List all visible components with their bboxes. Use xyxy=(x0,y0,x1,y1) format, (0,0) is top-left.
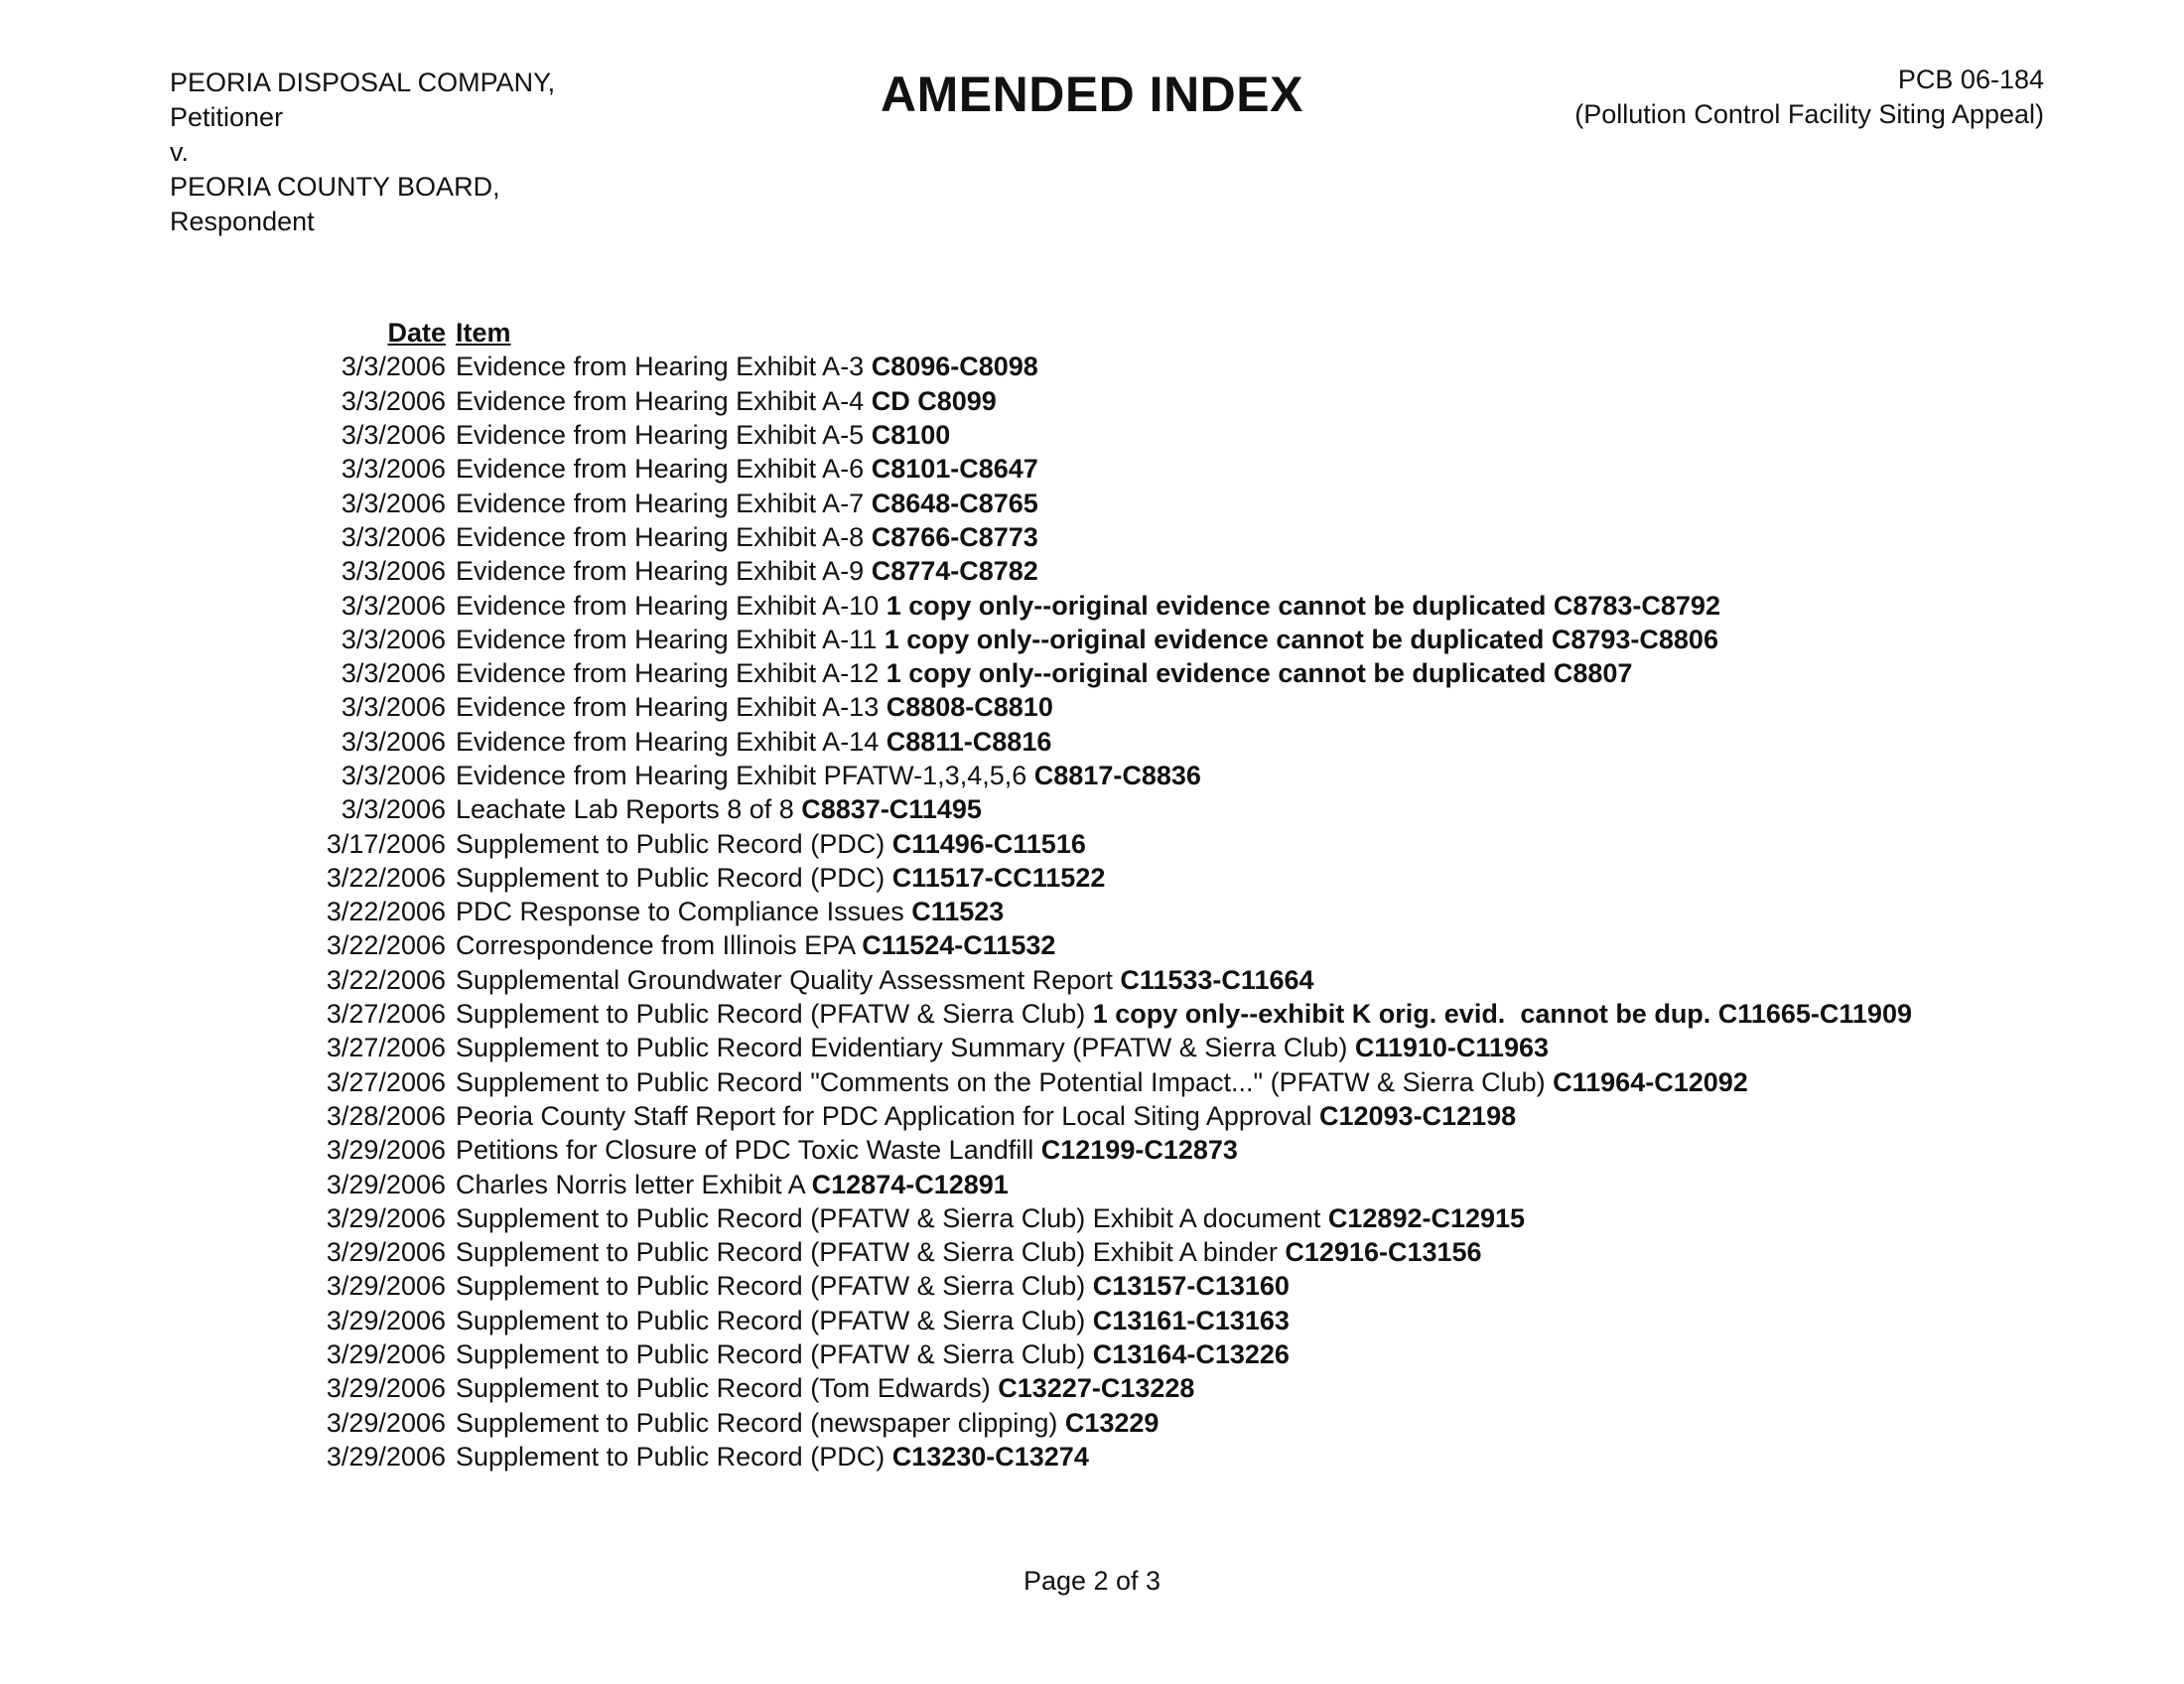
row-record-reference: C8101-C8647 xyxy=(871,454,1038,485)
table-row xyxy=(298,1133,1912,1167)
row-item xyxy=(456,826,1912,860)
table-row xyxy=(298,792,1912,826)
row-record-reference: C12874-C12891 xyxy=(811,1169,1009,1199)
row-item-description: Charles Norris letter Exhibit A xyxy=(456,1169,812,1199)
table-row xyxy=(298,690,1912,724)
row-item xyxy=(456,623,1912,656)
row-item-description: Evidence from Hearing Exhibit A-11 xyxy=(456,624,885,654)
table-row xyxy=(298,520,1912,554)
row-date: 3/3/2006 xyxy=(341,556,446,587)
row-item-description: Supplement to Public Record (PDC) xyxy=(456,828,892,859)
row-item xyxy=(456,1406,1912,1440)
row-item-description: Evidence from Hearing Exhibit A-3 xyxy=(456,351,872,382)
row-item xyxy=(456,1167,1912,1200)
row-item xyxy=(456,1440,1912,1474)
table-row xyxy=(298,1371,1912,1405)
row-date: 3/3/2006 xyxy=(341,454,446,485)
row-date: 3/27/2006 xyxy=(326,999,446,1030)
row-item-description: Supplement to Public Record (newspaper clipping) xyxy=(456,1407,1065,1438)
row-item-description: Supplemental Groundwater Quality Assessment Report xyxy=(456,964,1121,995)
index-table xyxy=(298,316,1912,1474)
table-row xyxy=(298,725,1912,759)
row-record-reference: C8817-C8836 xyxy=(1033,761,1201,790)
item-column-header: Item xyxy=(456,318,511,349)
row-date: 3/17/2006 xyxy=(326,828,446,859)
row-item-description: Evidence from Hearing Exhibit PFATW-1,3,4,5,6 xyxy=(456,761,1034,790)
row-date: 3/29/2006 xyxy=(326,1169,446,1199)
row-record-reference: C11496-C11516 xyxy=(891,828,1086,859)
row-item xyxy=(456,1269,1912,1303)
row-record-reference: CD C8099 xyxy=(871,385,997,416)
row-item-description: Supplement to Public Record (PFATW & Sierra Club) xyxy=(456,1339,1093,1370)
row-record-reference: C11910-C11963 xyxy=(1354,1033,1549,1063)
row-item-description: Supplement to Public Record (Tom Edwards) xyxy=(456,1373,999,1404)
row-item xyxy=(456,690,1912,724)
table-row xyxy=(298,384,1912,418)
row-record-reference: C12892-C12915 xyxy=(1327,1202,1526,1233)
row-item xyxy=(456,1235,1912,1269)
row-record-reference: C13161-C13163 xyxy=(1092,1305,1290,1335)
table-row xyxy=(298,1031,1912,1064)
row-item-description: Evidence from Hearing Exhibit A-7 xyxy=(456,488,872,518)
row-date: 3/3/2006 xyxy=(341,624,446,654)
row-date: 3/3/2006 xyxy=(341,521,446,552)
row-item-description: Evidence from Hearing Exhibit A-6 xyxy=(456,454,872,485)
row-record-reference: 1 copy only--exhibit K orig. evid. cannot be dup. C11665-C11909 xyxy=(1092,999,1912,1030)
row-item xyxy=(456,759,1912,792)
row-item xyxy=(456,1099,1912,1133)
table-row xyxy=(298,1235,1912,1269)
row-record-reference: C8837-C11495 xyxy=(801,794,982,825)
row-item-description: Evidence from Hearing Exhibit A-4 xyxy=(456,385,872,416)
row-date: 3/22/2006 xyxy=(326,897,446,927)
table-row xyxy=(298,861,1912,895)
petitioner-name: PEORIA DISPOSAL COMPANY, xyxy=(170,68,556,97)
row-item-description: PDC Response to Compliance Issues xyxy=(456,897,912,927)
row-item-description: Supplement to Public Record (PFATW & Sierra Club) xyxy=(456,999,1093,1030)
row-item-description: Supplement to Public Record (PDC) xyxy=(456,1441,892,1472)
row-date: 3/29/2006 xyxy=(326,1407,446,1438)
row-item xyxy=(456,350,1912,383)
row-item-description: Supplement to Public Record (PFATW & Sierra Club) xyxy=(456,1271,1093,1302)
row-item-description: Evidence from Hearing Exhibit A-13 xyxy=(456,692,887,723)
table-row xyxy=(298,963,1912,997)
row-item-description: Petitions for Closure of PDC Toxic Waste Landfill xyxy=(456,1135,1041,1166)
row-record-reference: C11524-C11532 xyxy=(862,930,1056,961)
row-record-reference: 1 copy only--original evidence cannot be duplicated C8793-C8806 xyxy=(884,624,1718,654)
row-date: 3/22/2006 xyxy=(326,862,446,893)
row-item-description: Supplement to Public Record (PFATW & Sierra Club) Exhibit A binder xyxy=(456,1237,1286,1268)
row-item-description: Supplement to Public Record Evidentiary Summary (PFATW & Sierra Club) xyxy=(456,1033,1355,1063)
row-date: 3/22/2006 xyxy=(326,930,446,961)
row-item-description: Evidence from Hearing Exhibit A-10 xyxy=(456,590,887,621)
row-record-reference: C13164-C13226 xyxy=(1092,1339,1290,1370)
row-item xyxy=(456,588,1912,622)
index-table-header xyxy=(298,316,1912,350)
table-row xyxy=(298,1201,1912,1235)
row-item xyxy=(456,997,1912,1031)
table-row xyxy=(298,1167,1912,1200)
row-date: 3/29/2006 xyxy=(326,1271,446,1302)
petitioner-role: Petitioner xyxy=(170,102,284,132)
table-row xyxy=(298,418,1912,452)
table-row xyxy=(298,656,1912,690)
table-row xyxy=(298,1065,1912,1099)
row-item xyxy=(456,928,1912,962)
row-date: 3/3/2006 xyxy=(341,420,446,451)
table-row xyxy=(298,1337,1912,1371)
row-item xyxy=(456,861,1912,895)
row-item xyxy=(456,554,1912,588)
table-row xyxy=(298,486,1912,519)
row-item-description: Leachate Lab Reports 8 of 8 xyxy=(456,794,802,825)
row-item xyxy=(456,1201,1912,1235)
table-row xyxy=(298,1406,1912,1440)
row-record-reference: C12093-C12198 xyxy=(1318,1100,1517,1131)
row-record-reference: 1 copy only--original evidence cannot be duplicated C8783-C8792 xyxy=(886,590,1720,621)
row-record-reference: C13229 xyxy=(1064,1407,1160,1438)
row-record-reference: C8766-C8773 xyxy=(871,521,1038,552)
row-item-description: Correspondence from Illinois EPA xyxy=(456,930,863,961)
row-date: 3/29/2006 xyxy=(326,1202,446,1233)
row-item xyxy=(456,418,1912,452)
row-date: 3/3/2006 xyxy=(341,794,446,825)
row-date: 3/3/2006 xyxy=(341,692,446,723)
row-item-description: Evidence from Hearing Exhibit A-8 xyxy=(456,521,872,552)
row-item xyxy=(456,895,1912,928)
row-item-description: Supplement to Public Record (PFATW & Sierra Club) Exhibit A document xyxy=(456,1202,1328,1233)
row-item-description: Peoria County Staff Report for PDC Application for Local Siting Approval xyxy=(456,1100,1319,1131)
row-item xyxy=(456,1371,1912,1405)
table-row xyxy=(298,554,1912,588)
page-number: Page 2 of 3 xyxy=(1023,1566,1161,1596)
row-item xyxy=(456,1304,1912,1337)
row-date: 3/3/2006 xyxy=(341,488,446,518)
row-record-reference: C12199-C12873 xyxy=(1040,1135,1238,1166)
row-record-reference: C8774-C8782 xyxy=(871,556,1038,587)
row-item xyxy=(456,792,1912,826)
respondent-name: PEORIA COUNTY BOARD, xyxy=(170,172,500,202)
row-date: 3/29/2006 xyxy=(326,1305,446,1335)
row-date: 3/27/2006 xyxy=(326,1066,446,1097)
row-date: 3/28/2006 xyxy=(326,1100,446,1131)
row-record-reference: C11964-C12092 xyxy=(1553,1066,1748,1097)
respondent-role: Respondent xyxy=(170,207,315,236)
row-item xyxy=(456,486,1912,519)
row-item-description: Evidence from Hearing Exhibit A-5 xyxy=(456,420,872,451)
row-date: 3/29/2006 xyxy=(326,1441,446,1472)
row-item-description: Evidence from Hearing Exhibit A-14 xyxy=(456,726,887,757)
table-row xyxy=(298,1440,1912,1474)
table-row xyxy=(298,350,1912,383)
row-record-reference: C11533-C11664 xyxy=(1120,964,1314,995)
versus-label: v. xyxy=(170,137,189,167)
table-row xyxy=(298,623,1912,656)
table-row xyxy=(298,759,1912,792)
row-item-description: Evidence from Hearing Exhibit A-9 xyxy=(456,556,872,587)
row-record-reference: C8808-C8810 xyxy=(886,692,1053,723)
row-item xyxy=(456,656,1912,690)
table-row xyxy=(298,997,1912,1031)
row-date: 3/27/2006 xyxy=(326,1033,446,1063)
row-item xyxy=(456,725,1912,759)
table-row xyxy=(298,1269,1912,1303)
table-row xyxy=(298,1099,1912,1133)
row-item xyxy=(456,963,1912,997)
case-type: (Pollution Control Facility Siting Appeal) xyxy=(1574,99,2044,129)
index-table-body xyxy=(298,350,1912,1474)
row-item xyxy=(456,1337,1912,1371)
row-item xyxy=(456,452,1912,486)
row-record-reference: C12916-C13156 xyxy=(1285,1237,1482,1268)
row-item xyxy=(456,1065,1912,1099)
row-record-reference: C13230-C13274 xyxy=(891,1441,1089,1472)
row-record-reference: C8648-C8765 xyxy=(871,488,1038,518)
row-date: 3/3/2006 xyxy=(341,761,446,790)
table-row xyxy=(298,588,1912,622)
row-date: 3/29/2006 xyxy=(326,1373,446,1404)
row-date: 3/3/2006 xyxy=(341,726,446,757)
row-date: 3/29/2006 xyxy=(326,1135,446,1166)
row-date: 3/3/2006 xyxy=(341,351,446,382)
row-item-description: Evidence from Hearing Exhibit A-12 xyxy=(456,658,887,689)
case-info xyxy=(1574,63,2044,132)
row-item xyxy=(456,384,1912,418)
table-row xyxy=(298,826,1912,860)
row-item-description: Supplement to Public Record (PFATW & Sierra Club) xyxy=(456,1305,1093,1335)
row-item xyxy=(456,1133,1912,1167)
case-number: PCB 06-184 xyxy=(1897,65,2044,94)
row-date: 3/3/2006 xyxy=(341,385,446,416)
row-date: 3/3/2006 xyxy=(341,658,446,689)
row-record-reference: C11523 xyxy=(911,897,1005,927)
row-record-reference: C8096-C8098 xyxy=(871,351,1038,382)
row-item xyxy=(456,1031,1912,1064)
row-record-reference: C13157-C13160 xyxy=(1092,1271,1290,1302)
table-row xyxy=(298,452,1912,486)
row-date: 3/29/2006 xyxy=(326,1339,446,1370)
row-record-reference: C11517-CC11522 xyxy=(891,862,1106,893)
row-record-reference: C8100 xyxy=(871,420,951,451)
document-title: AMENDED INDEX xyxy=(881,67,1303,122)
row-record-reference: 1 copy only--original evidence cannot be duplicated C8807 xyxy=(886,658,1633,689)
table-row xyxy=(298,895,1912,928)
table-row xyxy=(298,1304,1912,1337)
row-item xyxy=(456,520,1912,554)
row-date: 3/29/2006 xyxy=(326,1237,446,1268)
table-row xyxy=(298,928,1912,962)
date-column-header: Date xyxy=(387,318,446,349)
row-item-description: Supplement to Public Record (PDC) xyxy=(456,862,892,893)
row-date: 3/22/2006 xyxy=(326,964,446,995)
row-date: 3/3/2006 xyxy=(341,590,446,621)
row-record-reference: C8811-C8816 xyxy=(886,726,1052,757)
row-item-description: Supplement to Public Record "Comments on the Potential Impact..." (PFATW & Sierra Club) xyxy=(456,1066,1554,1097)
row-record-reference: C13227-C13228 xyxy=(998,1373,1195,1404)
